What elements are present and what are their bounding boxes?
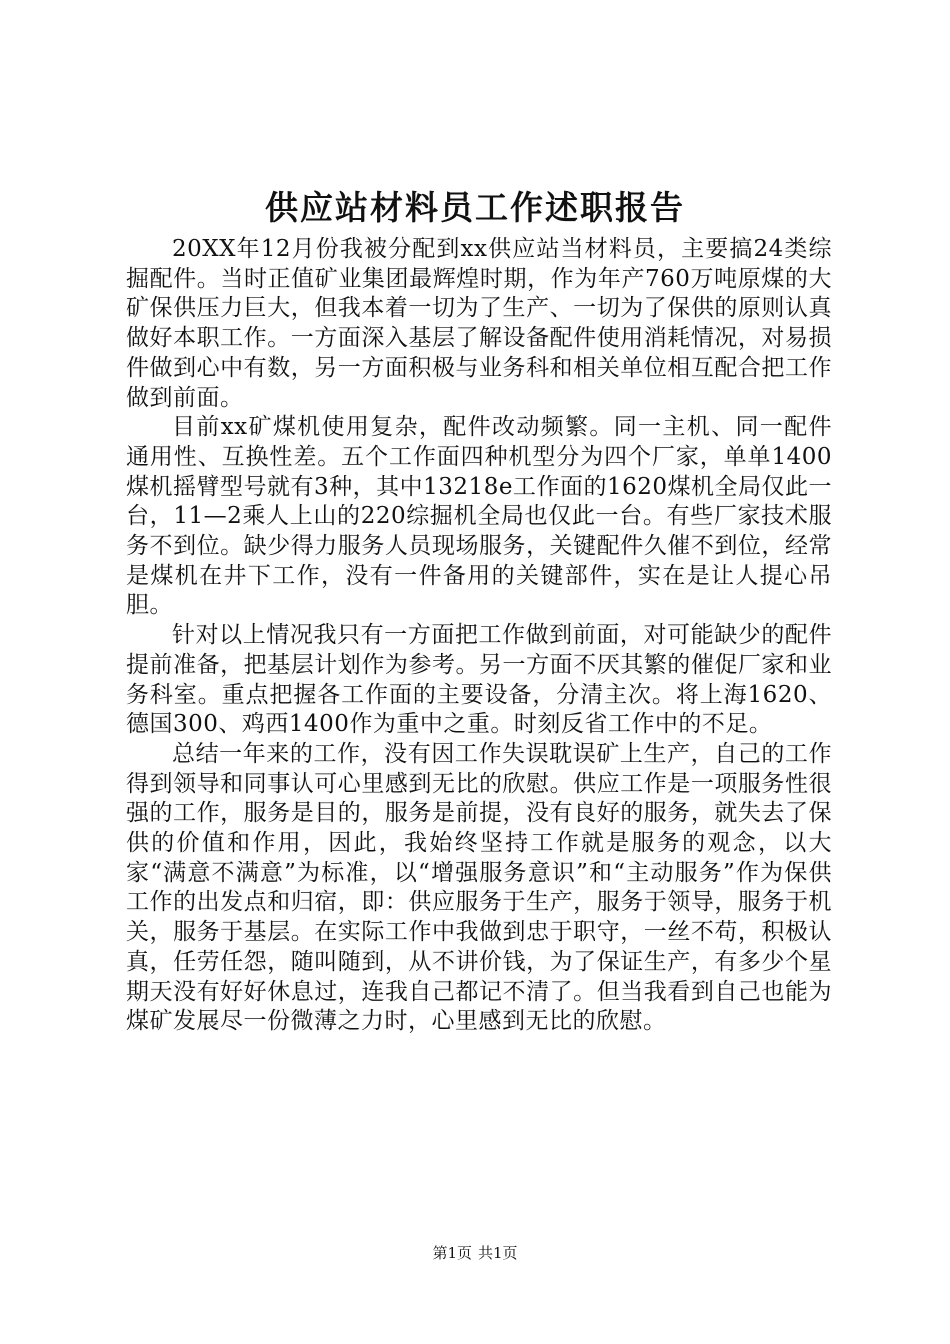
page-number: 第1页 bbox=[432, 1244, 472, 1262]
body-paragraph: 目前xx矿煤机使用复杂，配件改动频繁。同一主机、同一配件通用性、互换性差。五个工作面四种机型分为四个厂家，单单1400煤机摇臂型号就有3种，其中13218e工作面的1620煤机全局仅此一台，11—2乘人上山的220综掘机全局也仅此一台。有些厂家技术服务不到位。缺少得力服务人员现场服务，关键配件久催不到位，经常是煤机在井下工作，没有一件备用的关键部件，实在是让人提心吊胆。 bbox=[126, 414, 832, 619]
body-paragraph: 针对以上情况我只有一方面把工作做到前面，对可能缺少的配件提前准备，把基层计划作为参考。另一方面不厌其繁的催促厂家和业务科室。重点把握各工作面的主要设备，分清主次。将上海1620、德国300、鸡西1400作为重中之重。时刻反省工作中的不足。 bbox=[126, 622, 832, 738]
page-total: 共1页 bbox=[478, 1244, 518, 1262]
document-title: 供应站材料员工作述职报告 bbox=[265, 188, 685, 227]
body-paragraph: 总结一年来的工作，没有因工作失误耽误矿上生产，自己的工作得到领导和同事认可心里感到无比的欣慰。供应工作是一项服务性很强的工作，服务是目的，服务是前提，没有良好的服务，就失去了保供的价值和作用，因此，我始终坚持工作就是服务的观念，以大家“满意不满意”为标准，以“增强服务意识”和“主动服务”作为保供工作的出发点和归宿，即：供应服务于生产，服务于领导，服务于机关，服务于基层。在实际工作中我做到忠于职守，一丝不苟，积极认真，任劳任怨，随叫随到，从不讲价钱，为了保证生产，有多少个星期天没有好好休息过，连我自己都记不清了。但当我看到自己也能为煤矿发展尽一份微薄之力时，心里感到无比的欣慰。 bbox=[126, 740, 832, 1035]
page-footer bbox=[0, 1243, 950, 1263]
document-body bbox=[126, 235, 832, 1037]
body-paragraph: 20XX年12月份我被分配到xx供应站当材料员，主要搞24类综掘配件。当时正值矿业集团最辉煌时期，作为年产760万吨原煤的大矿保供压力巨大，但我本着一切为了生产、一切为了保供的原则认真做好本职工作。一方面深入基层了解设备配件使用消耗情况，对易损件做到心中有数，另一方面积极与业务科和相关单位相互配合把工作做到前面。 bbox=[126, 236, 832, 411]
